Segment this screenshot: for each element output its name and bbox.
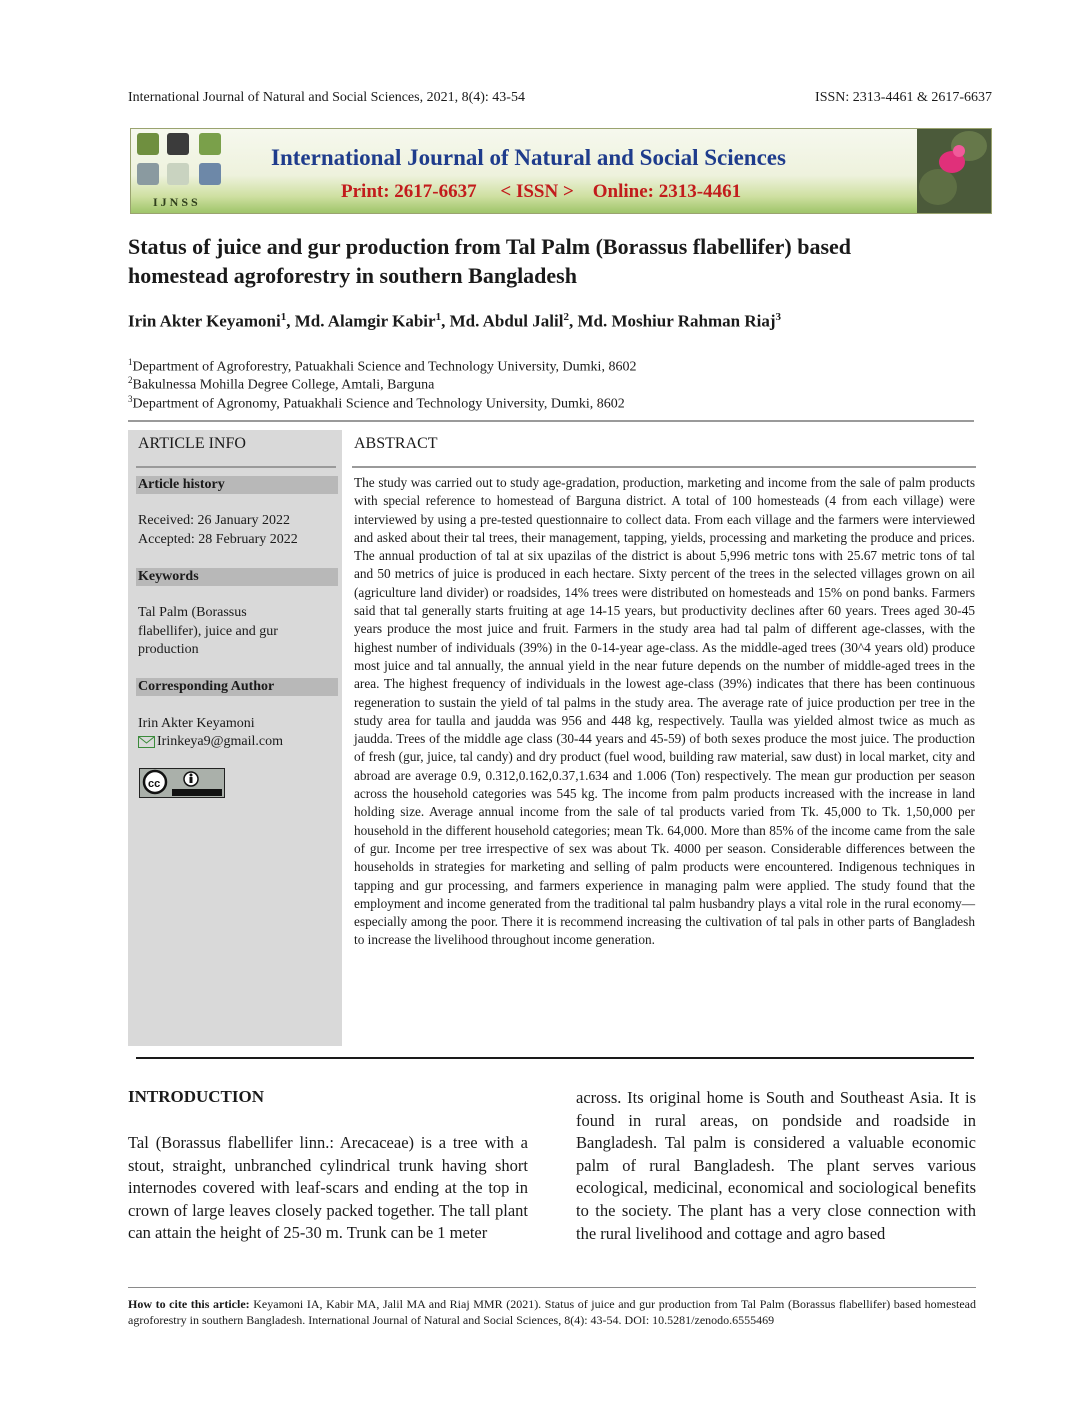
- corresponding-author-label: Corresponding Author: [136, 678, 338, 696]
- corresponding-author-email-row: [138, 733, 334, 752]
- affiliation-text: Bakulnessa Mohilla Degree College, Amtali, Barguna: [132, 377, 435, 393]
- banner-issn-line: Print: 2617-6637 < ISSN > Online: 2313-4461: [341, 181, 742, 202]
- author-name: Irin Akter Keyamoni: [128, 311, 281, 331]
- author-list: Irin Akter Keyamoni$^1$, Md. Alamgir Kabir$^1$, Md. Abdul Jalil$^2$, Md. Moshiur Rahman Riaj$^3$: [128, 311, 781, 331]
- affiliation-sup: 3: [128, 394, 133, 404]
- author-affil-sup: 2: [563, 311, 569, 323]
- author-affil-sup: 1: [435, 311, 442, 323]
- author-name: Md. Abdul Jalil: [449, 311, 564, 331]
- article-title: [128, 232, 988, 290]
- abstract-heading: ABSTRACT: [354, 435, 438, 452]
- corresponding-author-email[interactable]: Irinkeya9@gmail.com: [157, 734, 284, 749]
- affiliation-sup: 1: [128, 357, 133, 367]
- affiliation-sup: 2: [128, 375, 133, 385]
- banner-logo-collage: [131, 129, 243, 213]
- citation-note: [128, 1296, 976, 1328]
- introduction-column-1: Tal (Borassus flabellifer linn.: Arecaceae) is a tree with a stout, straight, unbranched cylindrical trunk having short internodes covered with leaf-scars and ending at the top in crown of large leaves closely packed together. The tall plant can attain the height of 25-30 m. Trunk can be 1 meter: [128, 1133, 528, 1243]
- divider: [128, 420, 974, 422]
- keywords-label: Keywords: [136, 568, 338, 586]
- svg-text:cc: cc: [148, 778, 161, 790]
- received-date: Received: 26 January 2022: [138, 513, 291, 528]
- article-history-label: Article history: [136, 476, 338, 494]
- author-name: Md. Moshiur Rahman Riaj: [577, 311, 776, 331]
- affiliation-text: Department of Agroforestry, Patuakhali Science and Technology University, Dumki, 8602: [132, 359, 637, 375]
- footer-divider: [128, 1287, 976, 1288]
- divider: [352, 466, 976, 468]
- divider: [136, 1057, 974, 1059]
- affiliation: [128, 394, 625, 413]
- citation-label: How to cite this article:: [128, 1297, 250, 1311]
- creative-commons-badge: [139, 768, 225, 798]
- corresponding-author-name: Irin Akter Keyamoni: [138, 716, 255, 731]
- author-affil-sup: 1: [280, 311, 287, 323]
- keywords-text: Tal Palm (Borassus flabellifer), juice and gur production: [138, 605, 278, 657]
- mail-icon: [138, 736, 155, 748]
- accepted-date: Accepted: 28 February 2022: [138, 532, 298, 547]
- journal-banner: [130, 128, 992, 214]
- running-header-journal: International Journal of Natural and Social Sciences, 2021, 8(4): 43-54: [128, 90, 525, 105]
- flower-image: [917, 129, 991, 213]
- banner-abbr: IJNSS: [153, 195, 201, 209]
- introduction-heading: INTRODUCTION: [128, 1087, 265, 1106]
- author-name: Md. Alamgir Kabir: [294, 311, 436, 331]
- abstract-text: The study was carried out to study age-gradation, production, marketing and income from the sale of palm products with special reference to homestead of Barguna district. A total of 100 homesteads (4 from each village) were interviewed by using a pre-tested questionnaire to collect data. From each village and the farmers were interviewed and asked about their tal trees, their management, tapping, yields, processing and marketing the produce and prices. The annual production of tal at six upazilas of the district is about 5,996 metric tons with 25.67 metric tons of tal and 50 metrics of juice is produced in each hectare. Sixty percent of the trees in the selected villages grown on ail (agriculture land divider) or roadsides, 14% trees were distributed on homesteads and 15% on pond banks. Farmers said that tal generally starts fruiting at age 14-15 years, but productivity declines after 60 years. Trees aged 30-45 years produce the most juice and fruit. Farmers in the study area had tal palm of different age-classes, with the highest number of individuals (39%) in the 0-14-year age-class. As the middle-aged trees (30^4 years old) produce most juice and tal annually, the annual yield in the near future depends on the number of middle-aged trees in the area. The highest frequency of individuals in the lowest age-class (39%) indicates that there has been continuous regeneration to sustain the yield of tal palms in the study area. The average rate of juice production per tree in the study area for taulla and jaudda was 956 and 448 kg, respectively. Taulla was yielded almost twice as much as jaudda. Trees of the middle age class (30-44 years and 45-59) of both sexes produce the most juice. The production of fresh (gur, juice, tal candy) and dry product (fuel wood, building raw material, saw dust) in local market, city and abroad are average 0.9, 0.312,0.162,0.37,1.634 and 1.006 (Ton) respectively. The mean gur production per season across the household categories was 545 kg. The income from palm products increased with the increase in land holding size. Average annual income from the sale of tal products varied from Tk. 45,000 to Tk. 1,50,000 per household in the different household categories; mean Tk. 64,000. More than 85% of the income came from the sale of gur. Income per tree irrespective of sex was about Tk. 4000 per season. Considerable differences between the households in strategies for marketing and selling of palm products were encountered. Indigenous techniques in tapping and gur processing, and farmers experience in managing palm were applied. The study found that the employment and income generated from the traditional tal palm husbandry plays a vital role in the rural economy—especially among the poor. There it is recommend increasing the cultivation of tal pals in other parts of Bangladesh to increase the livelihood throughout income generation.: [354, 475, 975, 948]
- introduction-column-2: across. Its original home is South and Southeast Asia. It is found in rural areas, on pondside and roadside in Bangladesh. Tal palm is considered a valuable economic palm of rural Bangladesh. The plant serves various ecological, medicinal, economical and sociological benefits to the society. The plant has a very close connection with the rural livelihood and cottage and agro based: [576, 1088, 976, 1243]
- author-affil-sup: 3: [775, 311, 781, 323]
- affiliation: [128, 357, 636, 376]
- article-title-line-1: Status of juice and gur production from Tal Palm (Borassus flabellifer) based: [128, 234, 852, 259]
- banner-title: International Journal of Natural and Social Sciences: [271, 145, 786, 170]
- affiliation: [128, 375, 434, 394]
- affiliation-text: Department of Agronomy, Patuakhali Science and Technology University, Dumki, 8602: [132, 396, 625, 412]
- running-header-issn: ISSN: 2313-4461 & 2617-6637: [815, 90, 992, 105]
- article-title-line-2: homestead agroforestry in southern Bangladesh: [128, 263, 577, 288]
- article-info-heading: ARTICLE INFO: [138, 435, 246, 452]
- divider: [136, 466, 336, 468]
- citation-text: Keyamoni IA, Kabir MA, Jalil MA and Riaj MMR (2021). Status of juice and gur production from Tal Palm (Borassus flabellifer) based homestead agroforestry in southern Bangladesh. International Journal of Natural and Social Sciences, 8(4): 43-54. DOI: 10.5281/zenodo.6555469: [128, 1297, 977, 1327]
